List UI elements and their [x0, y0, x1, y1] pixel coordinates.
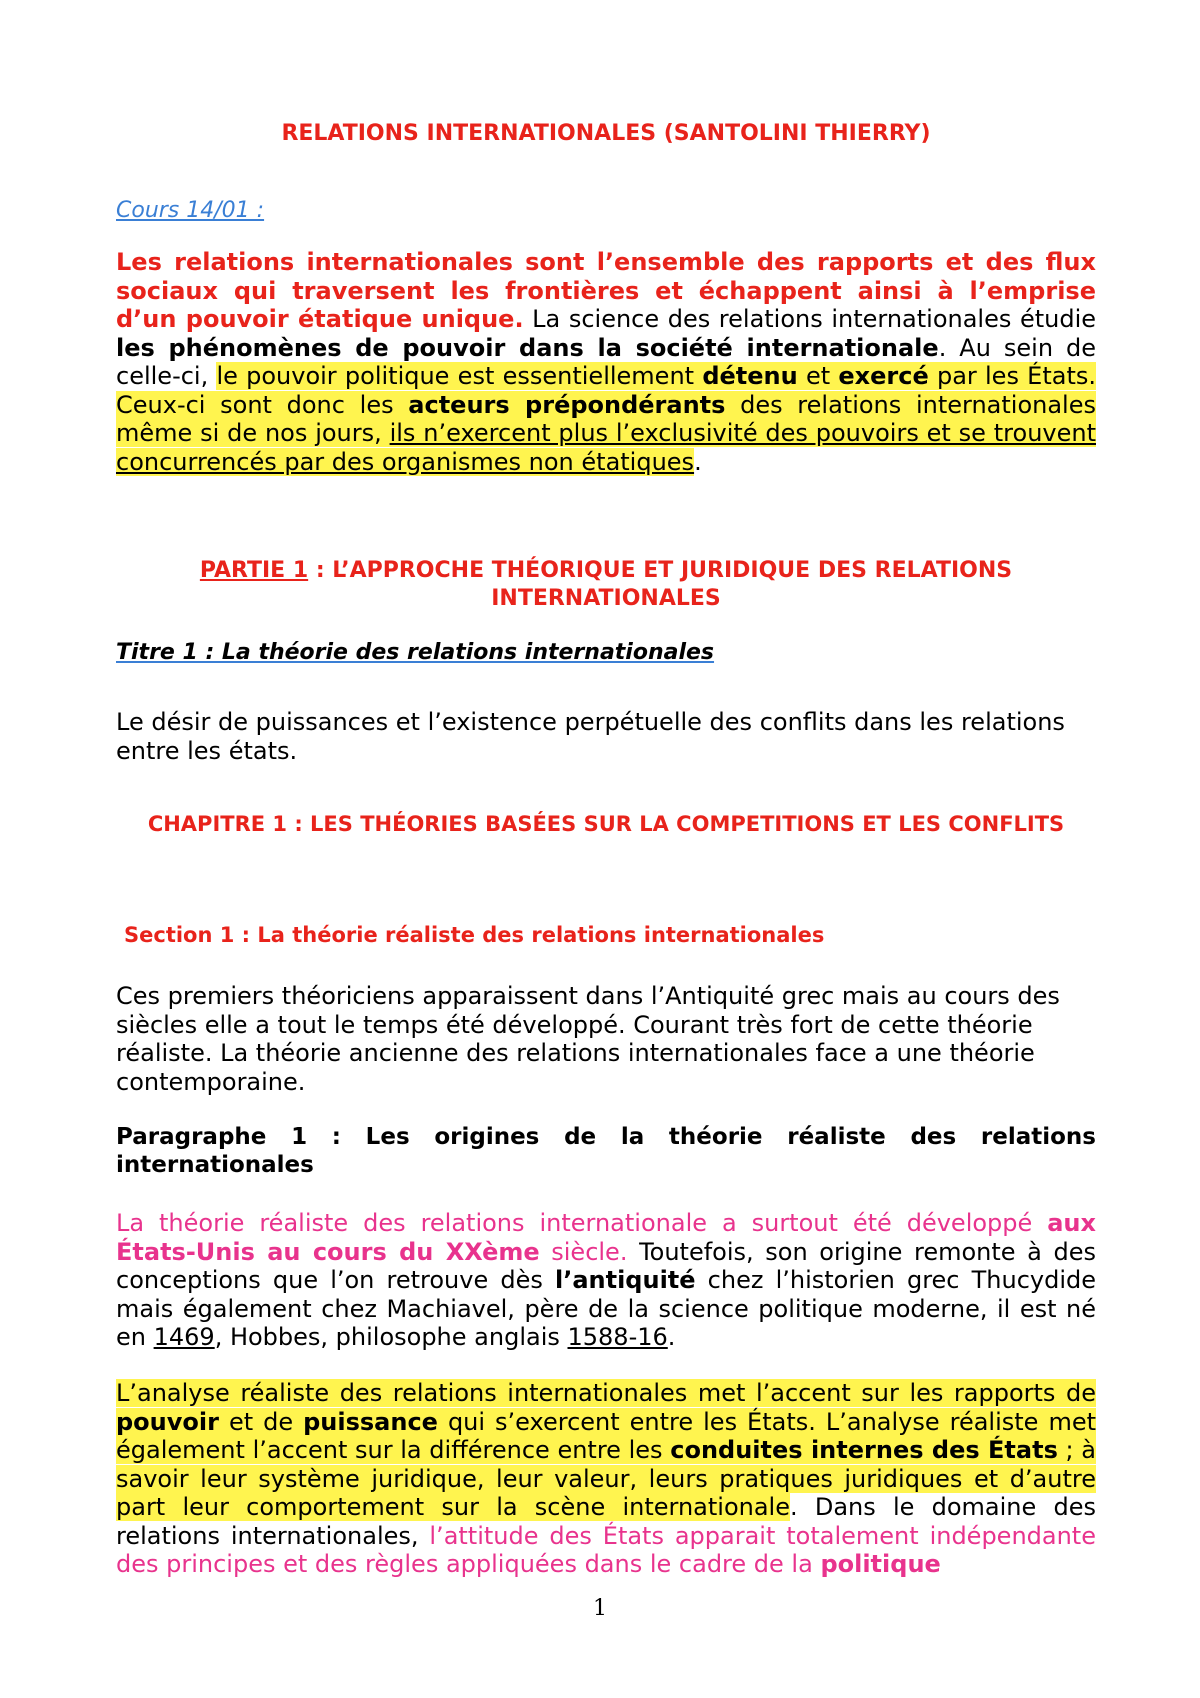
section-text: Ces premiers théoriciens apparaissent dans l’Antiquité grec mais au cours des siècles elle a tout le temps été développé. Courant très fort de cette théorie réaliste. La théorie ancienne des relations internationales face a une théorie contemporaine.	[116, 982, 1060, 1096]
highlight-text: L’analyse réaliste des relations internationales met l’accent sur les rapports de pouvoir et de puissance qui s’exercent entre les États. L’analyse réaliste met également l’accent sur la différence entre les conduites internes des États ; à savoir leur système juridique, leur valeur, leurs pratiques juridiques et d’autre part leur comportement sur la scène internationale	[116, 1379, 1096, 1521]
partie-heading: PARTIE 1 : L’APPROCHE THÉORIQUE ET JURIDIQUE DES RELATIONS INTERNATIONALES	[199, 558, 1013, 611]
document-title: RELATIONS INTERNATIONALES (SANTOLINI THIERRY)	[281, 121, 931, 146]
titre-intro-text: Le désir de puissances et l’existence perpétuelle des conflits dans les relations entre les états.	[116, 708, 1065, 765]
page-number: 1	[593, 1596, 607, 1621]
definition-text: Les relations internationales sont l’ensemble des rapports et des flux sociaux qui traversent les frontières et échappent ainsi à l’emprise d’un pouvoir étatique unique.	[116, 248, 1096, 333]
course-date: Cours 14/01 :	[116, 198, 265, 223]
section-heading: Section 1 : La théorie réaliste des relations internationales	[124, 923, 825, 947]
origins-paragraph: La théorie réaliste des relations internationale a surtout été développé aux États-Unis au cours du XXème siècle. Toutefois, son origine remonte à des conceptions que l’on retrouve dès l’antiquité chez l’historien grec Thucydide mais également chez Machiavel, père de la science politique moderne, il est né en 1469, Hobbes, philosophe anglais 1588-16.	[116, 1209, 1097, 1351]
chapitre-heading: CHAPITRE 1 : LES THÉORIES BASÉES SUR LA COMPETITIONS ET LES CONFLITS	[147, 812, 1065, 836]
paragraphe-heading: Paragraphe 1 : Les origines de la théorie réaliste des relations internationales	[116, 1124, 1096, 1178]
titre-heading: Titre 1 : La théorie des relations internationales	[116, 640, 715, 665]
highlight-text: le pouvoir politique est essentiellement détenu et exercé par les États. Ceux-ci sont donc les acteurs prépondérants des relations internationales même si de nos jours, ils n’exercent plus l’exclusivité des pouvoirs et se trouvent concurrencés par des organismes non étatiques	[116, 362, 1097, 476]
analysis-paragraph: L’analyse réaliste des relations internationales met l’accent sur les rapports de pouvoir et de puissance qui s’exercent entre les États. L’analyse réaliste met également l’accent sur la différence entre les conduites internes des États ; à savoir leur système juridique, leur valeur, leurs pratiques juridiques et d’autre part leur comportement sur la scène internationale. Dans le domaine des relations internationales, l’attitude des États apparait totalement indépendante des principes et des règles appliquées dans le cadre de la politique	[116, 1379, 1096, 1578]
intro-paragraph: Les relations internationales sont l’ensemble des rapports et des flux sociaux qui traversent les frontières et échappent ainsi à l’emprise d’un pouvoir étatique unique. La science des relations internationales étudie les phénomènes de pouvoir dans la société internationale. Au sein de celle-ci, le pouvoir politique est essentiellement détenu et exercé par les États. Ceux-ci sont donc les acteurs prépondérants des relations internationales même si de nos jours, ils n’exercent plus l’exclusivité des pouvoirs et se trouvent concurrencés par des organismes non étatiques.	[116, 248, 1097, 476]
